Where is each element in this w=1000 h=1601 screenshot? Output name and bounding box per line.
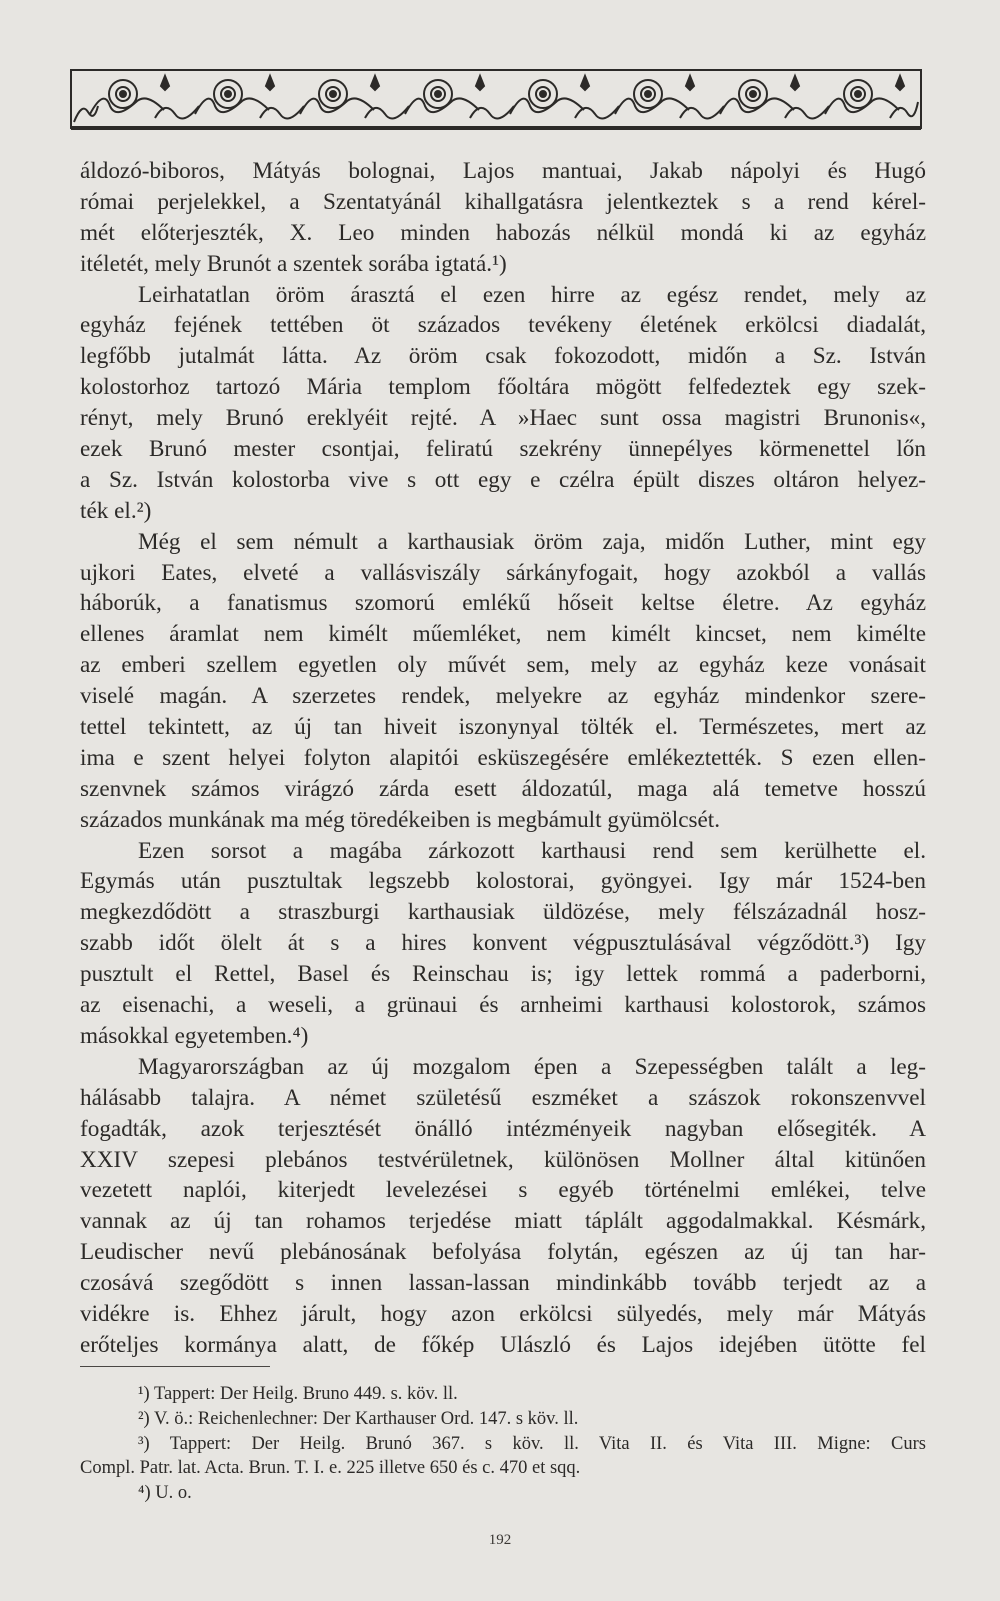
text-line: áldozó-biboros, Mátyás bolognai, Lajos mantuai, Jakab nápolyi és Hugó — [80, 158, 926, 184]
text-line: Leirhatatlan öröm árasztá el ezen hirre az egész rendet, mely az — [138, 281, 926, 308]
body-text — [80, 156, 926, 1361]
text-line: százados munkának ma még töredékeiben is megbámult gyümölcsét. — [80, 806, 721, 833]
text-line: szenvnek számos virágzó zárda esett áldozatúl, maga alá temetve hosszú — [80, 775, 926, 802]
text-line: az emberi szellem egyetlen oly művét sem, mely az egyház keze vonásait — [80, 652, 926, 679]
footnotes — [80, 1382, 926, 1506]
text-line: Még el sem némult a karthausiak öröm zaja, midőn Luther, mint egy — [138, 528, 926, 555]
text-line: mét előterjeszték, X. Leo minden habozás nélkül mondá ki az egyház — [80, 219, 926, 246]
footnote-line: ²) V. ö.: Reichenlechner: Der Karthauser Ord. 147. s köv. ll. — [138, 1408, 579, 1429]
text-line: fogadták, azok terjesztését önálló intézményeik nagyban elősegiték. A — [80, 1115, 926, 1142]
footnote-line: ³) Tappert: Der Heilg. Brunó 367. s köv. ll. Vita II. és Vita III. Migne: Curs — [138, 1433, 926, 1454]
text-line: viselé magán. A szerzetes rendek, melyekre az egyház mindenkor szere- — [80, 683, 926, 710]
rosette-icon — [90, 76, 199, 119]
text-line: vannak az új tan rohamos terjedése miatt táplált aggodalmakkal. Késmárk, — [80, 1208, 926, 1235]
text-line: vezetett naplói, kiterjedt levelezései s egyéb történelmi emlékei, telve — [80, 1177, 926, 1204]
text-line: háborúk, a fanatismus szomorú emlékű hőseit keltse életre. Az egyház — [80, 590, 926, 617]
text-line: az eisenachi, a weseli, a grünaui és arnheimi karthausi kolostorok, számos — [80, 992, 926, 1019]
page-number: 192 — [488, 1532, 512, 1548]
text-line: legfőbb jutalmát látta. Az öröm csak fokozodott, midőn a Sz. István — [80, 343, 926, 370]
text-line: a Sz. István kolostorba vive s ott egy e czélra épült diszes oltáron helyez- — [80, 466, 926, 493]
text-line: itéletét, mely Brunót a szentek sorába igtatá.¹) — [80, 250, 507, 277]
text-line: czosává szegődött s innen lassan-lassan mindinkább tovább terjedt az a — [80, 1270, 926, 1297]
text-line: ezek Brunó mester csontjai, feliratú szekrény ünnepélyes körmenettel lőn — [80, 436, 926, 463]
text-line: pusztult el Rettel, Basel és Reinschau is; igy lettek rommá a paderborni, — [80, 961, 926, 988]
text-line: hálásabb talajra. A német születésű eszméket a szászok rokonszenvvel — [80, 1084, 926, 1111]
text-line: Magyarországban az új mozgalom épen a Szepességben talált a leg- — [138, 1053, 926, 1080]
text-line: erőteljes kormánya alatt, de főkép Ulászló és Lajos idejében ütötte fel — [80, 1331, 926, 1358]
text-line: Leudischer nevű plebánosának befolyása folytán, egészen az új tan har- — [80, 1239, 926, 1266]
footnote-line: ⁴) U. o. — [138, 1483, 192, 1504]
text-line: római perjelekkel, a Szentatyánál kihallgatásra jelentkeztek s a rend kérel- — [80, 188, 926, 215]
text-line: tettel tekintett, az új tan hiveit iszonynyal tölték el. Természetes, mert az — [80, 714, 926, 741]
text-line: ima e szent helyei folyton alapitói esküszegésére emlékeztették. S ezen ellen- — [80, 744, 926, 771]
text-line: egyház fejének tettében öt százados tevékeny életének erkölcsi diadalát, — [80, 312, 926, 339]
decorative-header-border — [70, 66, 922, 132]
text-line: megkezdődött a straszburgi karthausiak üldözése, mely félszázadnál hosz- — [80, 899, 926, 926]
text-line: XXIV szepesi plebános testvérületnek, különösen Mollner által kitünően — [80, 1146, 926, 1173]
text-line: Ezen sorsot a magába zárkozott karthausi rend sem kerülhette el. — [138, 837, 926, 864]
text-line: vidékre is. Ehhez járult, hogy azon erkölcsi sülyedés, mely már Mátyás — [80, 1300, 926, 1327]
text-line: ték el.²) — [80, 497, 152, 524]
text-line: másokkal egyetemben.⁴) — [80, 1022, 309, 1049]
text-line: kolostorhoz tartozó Mária templom főoltára mögött felfedeztek egy szek- — [80, 374, 926, 401]
text-line: szabb időt ölelt át s a hires konvent végpusztulásával végződött.³) Igy — [80, 930, 926, 957]
text-line: ellenes áramlat nem kimélt műemléket, nem kimélt kincset, nem kimélte — [80, 621, 926, 648]
text-line: rényt, mely Brunó ereklyéit rejté. A »Haec sunt ossa magistri Brunonis«, — [80, 405, 926, 432]
footnote-separator — [80, 1366, 270, 1367]
text-line: ujkori Eates, elveté a vallásviszály sárkányfogait, hogy azokból a vallás — [80, 559, 926, 586]
footnote-line: Compl. Patr. lat. Acta. Brun. T. I. e. 225 illetve 650 és c. 470 et sqq. — [80, 1458, 581, 1479]
text-line: Egymás után pusztultak legszebb kolostorai, gyöngyei. Igy már 1524-ben — [80, 868, 926, 895]
footnote-line: ¹) Tappert: Der Heilg. Bruno 449. s. köv. ll. — [138, 1384, 458, 1404]
